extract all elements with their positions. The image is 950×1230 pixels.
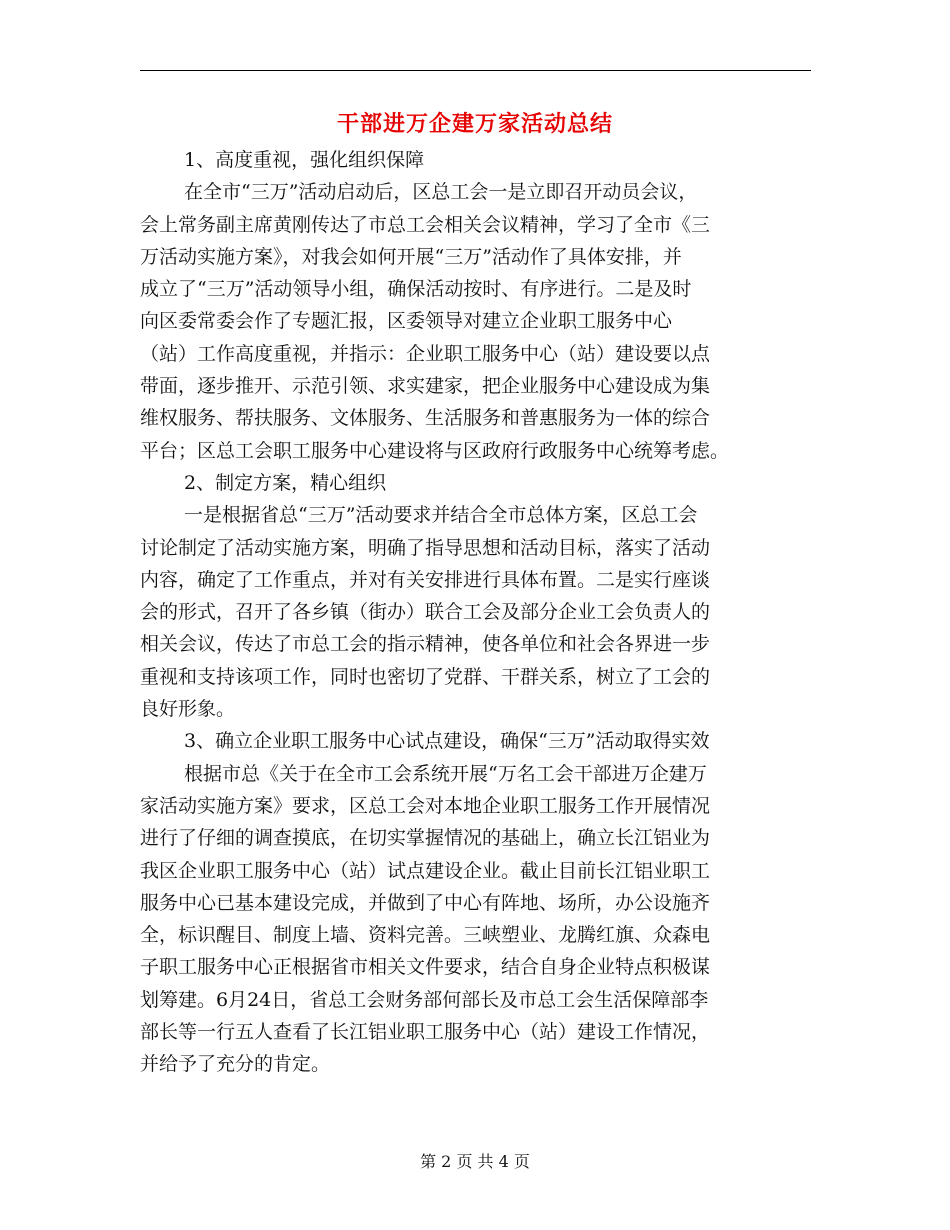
text-line: 并给予了充分的肯定。 <box>140 1053 331 1076</box>
document-body <box>140 144 800 1081</box>
text-line: （站）工作高度重视，并指示：企业职工服务中心（站）建设要以点 <box>140 342 711 365</box>
text-line: 我区企业职工服务中心（站）试点建设企业。截止目前长江铝业职工 <box>140 859 711 882</box>
text-line: 内容，确定了工作重点，并对有关安排进行具体布置。二是实行座谈 <box>140 568 711 591</box>
text-line: 维权服务、帮扶服务、文体服务、生活服务和普惠服务为一体的综合 <box>140 407 711 430</box>
text-line: 万活动实施方案》，对我会如何开展“三万”活动作了具体安排，并 <box>140 245 682 268</box>
text-line: 相关会议，传达了市总工会的指示精神，使各单位和社会各界进一步 <box>140 633 711 656</box>
text-line: 会的形式，召开了各乡镇（街办）联合工会及部分企业工会负责人的 <box>140 601 711 624</box>
text-line: 1、高度重视，强化组织保障 <box>184 149 425 171</box>
text-line: 2、制定方案，精心组织 <box>184 471 387 494</box>
text-line: 部长等一行五人查看了长江铝业职工服务中心（站）建设工作情况， <box>140 1021 711 1044</box>
text-line: 划筹建。6月24日，省总工会财务部何部长及市总工会生活保障部李 <box>140 988 709 1011</box>
text-line: 良好形象。 <box>140 698 236 721</box>
text-line: 平台；区总工会职工服务中心建设将与区政府行政服务中心统筹考虑。 <box>140 439 730 462</box>
text-line: 一是根据省总“三万”活动要求并结合全市总体方案，区总工会 <box>184 504 698 527</box>
text-line: 向区委常委会作了专题汇报，区委领导对建立企业职工服务中心 <box>140 310 673 333</box>
text-line: 会上常务副主席黄刚传达了市总工会相关会议精神，学习了全市《三 <box>140 213 711 236</box>
page-number-footer: 第 2 页 共 4 页 <box>420 1152 530 1171</box>
document-title: 干部进万企建万家活动总结 <box>336 112 613 137</box>
text-line: 带面，逐步推开、示范引领、求实建家，把企业服务中心建设成为集 <box>140 375 711 398</box>
text-line: 服务中心已基本建设完成，并做到了中心有阵地、场所，办公设施齐 <box>140 891 711 914</box>
text-line: 在全市“三万”活动启动后，区总工会一是立即召开动员会议， <box>184 181 698 204</box>
text-line: 进行了仔细的调查摸底，在切实掌握情况的基础上，确立长江铝业为 <box>140 827 711 850</box>
text-line: 成立了“三万”活动领导小组，确保活动按时、有序进行。二是及时 <box>140 278 692 301</box>
header-rule <box>140 70 811 71</box>
text-line: 家活动实施方案》要求，区总工会对本地企业职工服务工作开展情况 <box>140 794 711 817</box>
text-line: 子职工服务中心正根据省市相关文件要求，结合自身企业特点积极谋 <box>140 956 711 979</box>
text-line: 重视和支持该项工作，同时也密切了党群、干群关系，树立了工会的 <box>140 665 711 688</box>
text-line: 全，标识醒目、制度上墙、资料完善。三峡塑业、龙腾红旗、众森电 <box>140 924 711 947</box>
text-line: 根据市总《关于在全市工会系统开展“万名工会干部进万企建万 <box>184 762 707 785</box>
text-line: 讨论制定了活动实施方案，明确了指导思想和活动目标，落实了活动 <box>140 536 711 559</box>
text-line: 3、确立企业职工服务中心试点建设，确保“三万”活动取得实效 <box>184 730 710 753</box>
